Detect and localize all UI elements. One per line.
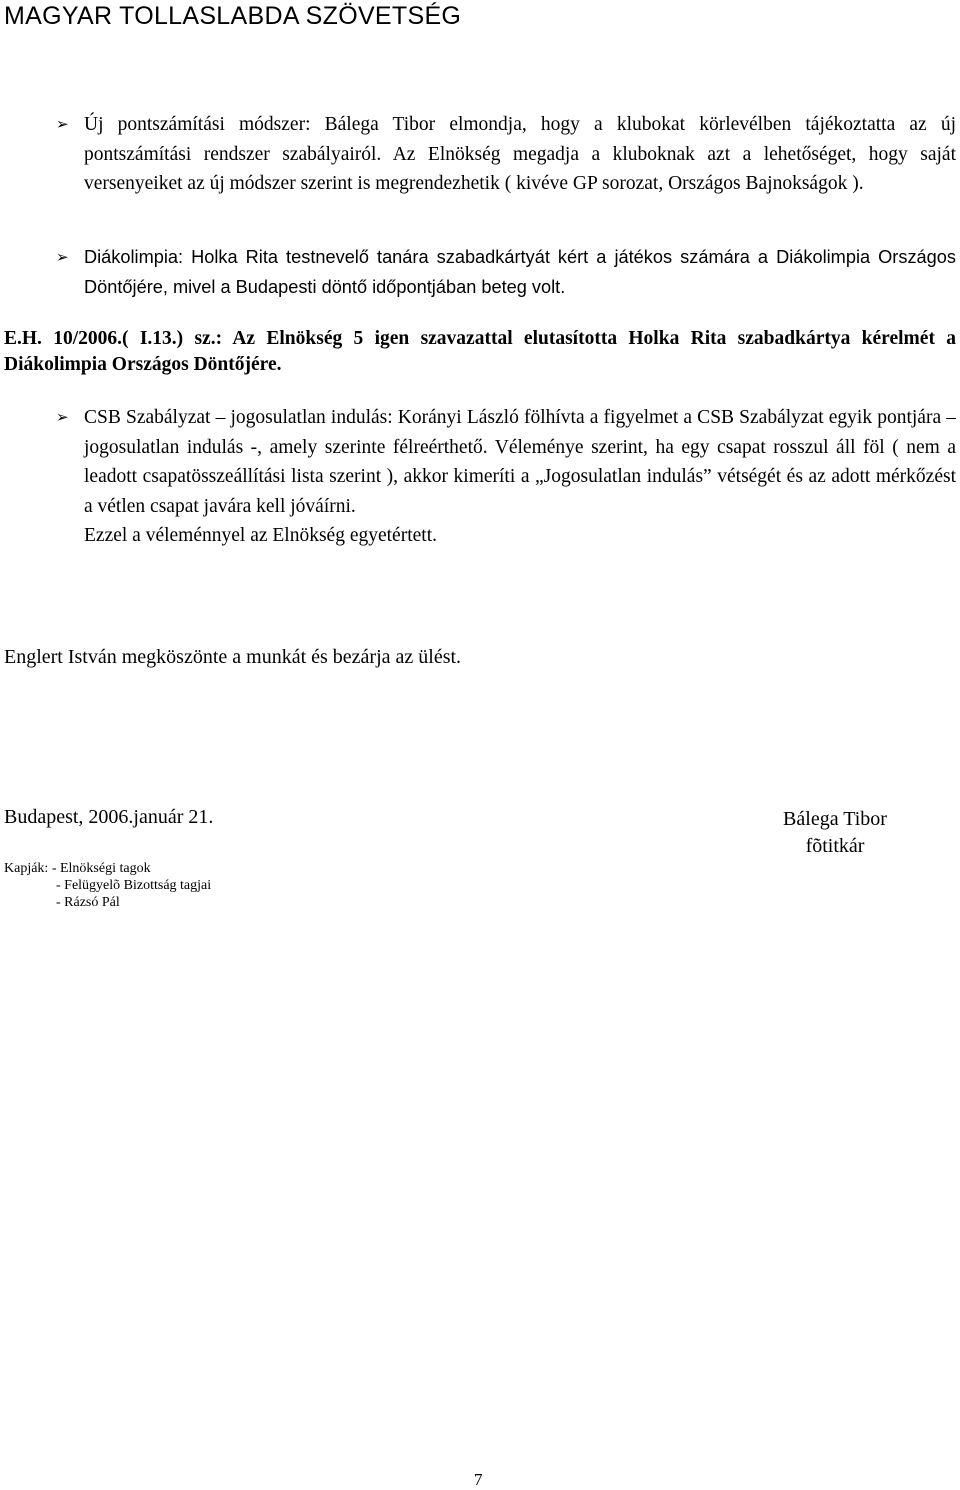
recipients-list [4,860,211,911]
recipient-item: - Rázsó Pál [56,895,120,910]
signature-role: fõtitkár [805,835,865,857]
decision-eh-10-2006: E.H. 10/2006.( I.13.) sz.: Az Elnökség 5 igen szavazattal elutasította Holka Rita szabadkártya kérelmét a Diákolimpia Országos Döntőjére. [4,328,956,375]
bullet-csb-szabalyzat [56,403,956,551]
signature-name: Bálega Tibor [783,808,887,830]
bullet-text: CSB Szabályzat – jogosulatlan indulás: Korányi László fölhívta a figyelmet a CSB Szabályzat egyik pontjára – jogosulatlan indulás -, amely szerinte félreérthető. Véleménye szerint, ha egy csapat rosszul áll föl ( nem a leadott csapatösszeállítási lista szerint ), akkor kimeríti a „Jogosulatlan indulás” vétségét és az adott mérkőzést a vétlen csapat javára kell jóváírni. [84,407,956,517]
place-date: Budapest, 2006.január 21. [4,806,214,828]
arrow-bullet-icon: ➢ [56,408,69,426]
recipient-item: - Felügyelõ Bizottság tagjai [56,878,212,893]
organization-header: MAGYAR TOLLASLABDA SZÖVETSÉG [4,2,462,30]
bullet-diakolimpia [56,243,956,302]
signature-block [770,806,900,860]
bullet-text: Diákolimpia: Holka Rita testnevelő tanára szabadkártyát kért a játékos számára a Diákolimpia Országos Döntőjére, mivel a Budapesti döntő időpontjában beteg volt. [84,247,956,297]
page-number: 7 [474,1470,483,1489]
arrow-bullet-icon: ➢ [56,115,69,133]
bullet-conclusion: Ezzel a véleménnyel az Elnökség egyetértett. [84,525,437,546]
closing-statement: Englert István megköszönte a munkát és bezárja az ülést. [4,646,462,668]
bullet-text: Új pontszámítási módszer: Bálega Tibor elmondja, hogy a klubokat körlevélben tájékoztatta az új pontszámítási rendszer szabályairól. Az Elnökség megadja a kluboknak azt a lehetőséget, hogy saját versenyeiket az új módszer szerint is megrendezhetik ( kivéve GP sorozat, Országos Bajnokságok ). [84,114,956,194]
arrow-bullet-icon: ➢ [56,248,69,266]
recipients-label: Kapják: - Elnökségi tagok [4,861,151,876]
bullet-pontszamitas [56,110,956,199]
